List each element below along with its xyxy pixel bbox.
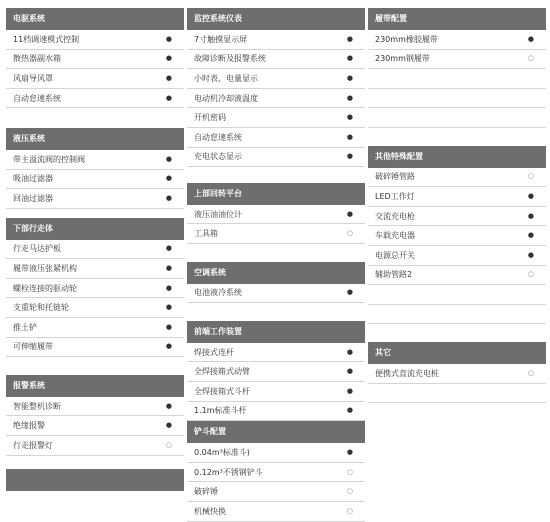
spec-row xyxy=(187,148,365,168)
spec-label: 推土铲 xyxy=(13,322,37,332)
section-title: 监控系统仪表 xyxy=(187,8,365,30)
spec-section xyxy=(187,321,365,421)
spec-label: LED工作灯 xyxy=(375,191,415,201)
filled-dot-icon: ● xyxy=(527,211,534,220)
spec-section xyxy=(6,8,184,108)
filled-dot-icon: ● xyxy=(346,113,353,122)
filled-dot-icon: ● xyxy=(165,283,172,292)
filled-dot-icon: ● xyxy=(527,34,534,43)
spec-label: 电池液冷系统 xyxy=(194,288,242,298)
spec-label: 履带液压张紧机构 xyxy=(13,263,77,273)
spec-label: 风扇导风罩 xyxy=(13,73,53,83)
spec-label: 绝缘报警 xyxy=(13,421,45,431)
spec-row xyxy=(368,207,546,227)
spec-row xyxy=(368,30,546,50)
filled-dot-icon: ● xyxy=(165,303,172,312)
spec-label: 破碎锤 xyxy=(194,487,218,497)
spec-label: 吸油过滤器 xyxy=(13,174,53,184)
spec-row xyxy=(368,364,546,384)
spec-label: 回油过滤器 xyxy=(13,193,53,203)
filled-dot-icon: ● xyxy=(346,73,353,82)
section-title: 液压系统 xyxy=(6,128,184,150)
spec-row xyxy=(187,362,365,382)
spec-row xyxy=(187,343,365,363)
spec-row xyxy=(368,69,546,89)
filled-dot-icon: ● xyxy=(346,448,353,457)
spec-row xyxy=(6,259,184,279)
filled-dot-icon: ● xyxy=(165,34,172,43)
hollow-dot-icon: ○ xyxy=(527,270,534,279)
section-title: 铲斗配置 xyxy=(187,421,365,443)
spec-row xyxy=(187,224,365,244)
spec-row xyxy=(187,30,365,50)
spec-section xyxy=(187,421,365,521)
spec-label: 自动怠速系统 xyxy=(194,132,242,142)
spec-row xyxy=(187,50,365,70)
spec-section xyxy=(6,375,184,456)
section-gap xyxy=(187,167,365,183)
section-title: 履带配置 xyxy=(368,8,546,30)
spec-label: 液压油油位计 xyxy=(194,209,242,219)
section-gap xyxy=(187,244,365,262)
section-gap xyxy=(6,456,184,470)
spec-row xyxy=(187,482,365,502)
hollow-dot-icon: ○ xyxy=(346,487,353,496)
column-1 xyxy=(6,8,184,491)
hollow-dot-icon: ○ xyxy=(527,54,534,63)
spec-label: 全焊接箱式斗杆 xyxy=(194,386,250,396)
spec-label: 辅助管路2 xyxy=(375,270,413,280)
section-title: 其他特殊配置 xyxy=(368,146,546,168)
spec-row xyxy=(6,30,184,50)
section-title: 上部回转平台 xyxy=(187,183,365,205)
spec-label: 工具箱 xyxy=(194,229,218,239)
filled-dot-icon: ● xyxy=(165,322,172,331)
spec-label: 电动机冷却液温度 xyxy=(194,93,258,103)
filled-dot-icon: ● xyxy=(346,347,353,356)
hollow-dot-icon: ○ xyxy=(346,229,353,238)
spec-label: 机械快换 xyxy=(194,506,226,516)
spec-label: 便携式直流充电桩 xyxy=(375,368,439,378)
filled-dot-icon: ● xyxy=(346,93,353,102)
section-title: 报警系统 xyxy=(6,375,184,397)
filled-dot-icon: ● xyxy=(165,401,172,410)
spec-row xyxy=(368,50,546,70)
filled-dot-icon: ● xyxy=(165,54,172,63)
spec-row xyxy=(368,187,546,207)
spec-label: 故障诊断及报警系统 xyxy=(194,54,266,64)
spec-label: 可伸缩履带 xyxy=(13,342,53,352)
spec-label: 小时表、电量显示 xyxy=(194,73,258,83)
filled-dot-icon: ● xyxy=(346,406,353,415)
spec-label: 支重轮和托链轮 xyxy=(13,303,69,313)
section-title: 下部行走体 xyxy=(6,218,184,240)
filled-dot-icon: ● xyxy=(165,154,172,163)
spec-row xyxy=(6,318,184,338)
spec-label: 智能整机诊断 xyxy=(13,401,61,411)
spec-row xyxy=(6,150,184,170)
section-title: 其它 xyxy=(368,342,546,364)
spec-label: 行走马达护板 xyxy=(13,244,61,254)
spec-row xyxy=(187,463,365,483)
spec-label: 破碎锤管路 xyxy=(375,172,415,182)
filled-dot-icon: ● xyxy=(346,152,353,161)
spec-row xyxy=(368,305,546,325)
spec-label: 0.12m³不锈钢铲斗 xyxy=(194,467,263,477)
spec-row xyxy=(187,284,365,304)
spec-row xyxy=(6,189,184,209)
spec-label: 带主溢流阀的控制阀 xyxy=(13,154,85,164)
spec-section xyxy=(368,8,546,128)
filled-dot-icon: ● xyxy=(346,209,353,218)
spec-label: 行走报警灯 xyxy=(13,440,53,450)
section-gap xyxy=(6,108,184,128)
spec-row xyxy=(187,89,365,109)
spec-row xyxy=(368,384,546,404)
spec-label: 7寸触摸显示屏 xyxy=(194,34,248,44)
spec-row xyxy=(6,170,184,190)
spec-row xyxy=(6,416,184,436)
spec-label: 交流充电枪 xyxy=(375,211,415,221)
spec-section xyxy=(187,183,365,244)
spec-section xyxy=(187,262,365,304)
spec-label: 0.04m³标准斗) xyxy=(194,448,250,458)
spec-row xyxy=(368,285,546,305)
spec-row xyxy=(187,502,365,522)
spec-row xyxy=(187,205,365,225)
filled-dot-icon: ● xyxy=(527,191,534,200)
filled-dot-icon: ● xyxy=(165,174,172,183)
column-2 xyxy=(187,8,365,522)
spec-row xyxy=(368,89,546,109)
spec-label: 230mm钢履带 xyxy=(375,54,430,64)
spec-label: 自动怠速系统 xyxy=(13,93,61,103)
section-title: 电驱系统 xyxy=(6,8,184,30)
spec-section xyxy=(368,342,546,403)
filled-dot-icon: ● xyxy=(165,73,172,82)
spec-label: 螺栓连接的驱动轮 xyxy=(13,283,77,293)
spec-section xyxy=(368,146,546,325)
filled-dot-icon: ● xyxy=(165,421,172,430)
hollow-dot-icon: ○ xyxy=(346,506,353,515)
filled-dot-icon: ● xyxy=(346,288,353,297)
spec-label: 充电状态显示 xyxy=(194,152,242,162)
spec-row xyxy=(368,246,546,266)
spec-row xyxy=(187,69,365,89)
spec-row xyxy=(6,50,184,70)
spec-label: 开机密码 xyxy=(194,113,226,123)
spec-row xyxy=(187,402,365,422)
filled-dot-icon: ● xyxy=(527,231,534,240)
section-gap xyxy=(368,128,546,146)
filled-dot-icon: ● xyxy=(165,193,172,202)
filled-dot-icon: ● xyxy=(165,342,172,351)
spec-row xyxy=(6,298,184,318)
filled-dot-icon: ● xyxy=(346,367,353,376)
spec-section xyxy=(6,469,184,491)
spec-row xyxy=(6,69,184,89)
hollow-dot-icon: ○ xyxy=(527,368,534,377)
hollow-dot-icon: ○ xyxy=(527,172,534,181)
spec-label: 230mm橡胶履带 xyxy=(375,34,438,44)
filled-dot-icon: ● xyxy=(346,132,353,141)
hollow-dot-icon: ○ xyxy=(165,440,172,449)
filled-dot-icon: ● xyxy=(165,244,172,253)
spec-row xyxy=(6,397,184,417)
section-gap xyxy=(6,209,184,218)
spec-row xyxy=(187,128,365,148)
section-title: 空调系统 xyxy=(187,262,365,284)
spec-row xyxy=(187,108,365,128)
spec-row xyxy=(368,266,546,286)
column-3 xyxy=(368,8,546,403)
spec-section xyxy=(6,218,184,358)
section-gap xyxy=(368,324,546,342)
hollow-dot-icon: ○ xyxy=(346,467,353,476)
spec-row xyxy=(368,168,546,188)
spec-row xyxy=(6,279,184,299)
spec-row xyxy=(368,226,546,246)
spec-section xyxy=(187,8,365,167)
spec-row xyxy=(6,436,184,456)
section-gap xyxy=(187,303,365,321)
spec-row xyxy=(187,443,365,463)
spec-label: 1.1m标准斗杆 xyxy=(194,406,247,416)
spec-row xyxy=(6,338,184,358)
spec-label: 全焊接箱式动臂 xyxy=(194,367,250,377)
spec-label: 焊接式连杆 xyxy=(194,347,234,357)
filled-dot-icon: ● xyxy=(346,34,353,43)
spec-label: 电源总开关 xyxy=(375,250,415,260)
section-title: 前端工作装置 xyxy=(187,321,365,343)
spec-row xyxy=(187,382,365,402)
section-gap xyxy=(6,357,184,375)
filled-dot-icon: ● xyxy=(165,93,172,102)
filled-dot-icon: ● xyxy=(165,263,172,272)
filled-dot-icon: ● xyxy=(527,250,534,259)
filled-dot-icon: ● xyxy=(346,386,353,395)
spec-row xyxy=(368,108,546,128)
spec-label: 车载充电器 xyxy=(375,231,415,241)
spec-label: 11档调速模式控制 xyxy=(13,34,80,44)
filled-dot-icon: ● xyxy=(346,54,353,63)
spec-label: 散热器副水箱 xyxy=(13,54,61,64)
spec-row xyxy=(6,89,184,109)
spec-row xyxy=(6,240,184,260)
section-title xyxy=(6,469,184,491)
spec-section xyxy=(6,128,184,209)
